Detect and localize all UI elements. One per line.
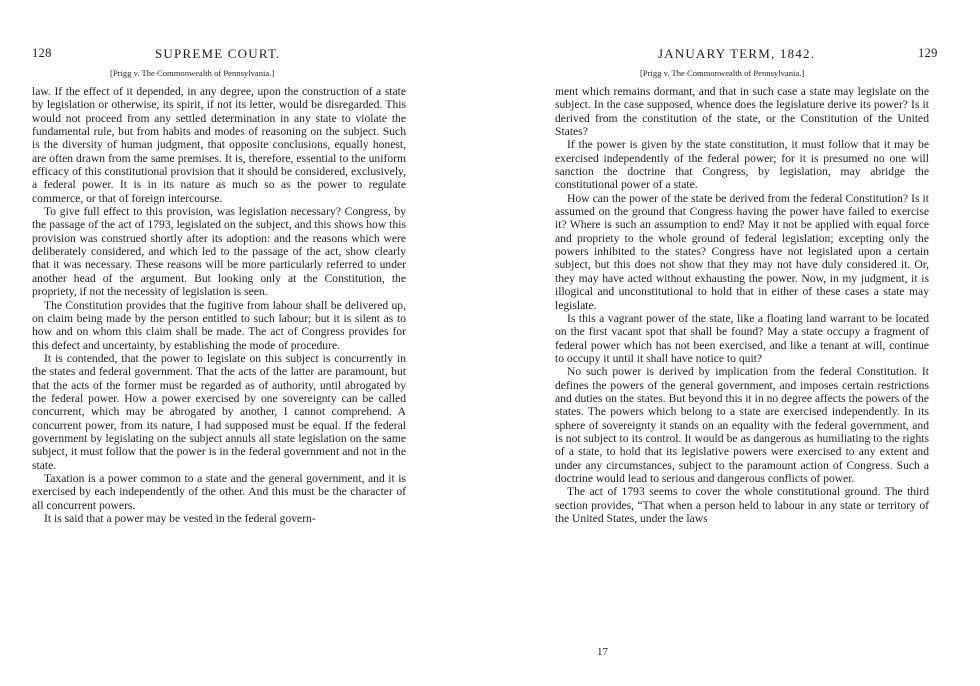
paragraph: The Constitution provides that the fugitive from labour shall be delivered up, on claim being made by the person entitled to such labour; but it is silent as to how and on whom this claim shall be made. The act of Congress provides for this defect and uncertainty, by establishing the mode of procedure. — [32, 298, 406, 352]
right-running-title: JANUARY TERM, 1842. — [658, 46, 816, 61]
right-page-number: 129 — [918, 46, 938, 60]
paragraph: It is contended, that the power to legislate on this subject is concurrently in the states and federal government. That the acts of the latter are paramount, but that the acts of the former must be regarded as of authority, until abrogated by the federal power. How a power exercised by one sovereignty can be called concurrent, which may be abrogated by another, I cannot comprehend. A concurrent power, from its nature, I had supposed must be equal. If the federal government by legislating on the subject annuls all state legislation on the same subject, it must follow that the power is in the federal government and not in the state. — [32, 351, 406, 472]
left-running-title: SUPREME COURT. — [155, 46, 281, 61]
left-text-column — [32, 85, 406, 525]
paragraph: No such power is derived by implication from the federal Constitution. It defines the powers of the general government, and imposes certain restrictions and duties on the states. But beyond this it in no degree affects the powers of the states. The powers which belong to a state are exercised independently. In its sphere of sovereignty it stands on an equality with the federal government, and is not subject to its control. It would be as dangerous as humiliating to the rights of a state, to hold that its legislative powers were exercised to any extent and under any circumstances, subject to the paramount action of Congress. Such a doctrine would lead to serious and dangerous conflicts of power. — [555, 365, 929, 485]
paragraph: Taxation is a power common to a state and the general government, and it is exercised by each independently of the other. And this must be the character of all concurrent powers. — [32, 471, 406, 512]
right-page — [490, 0, 980, 686]
left-page-number: 128 — [32, 46, 52, 60]
right-text-column — [555, 85, 929, 525]
paragraph: law. If the effect of it depended, in any degree, upon the construction of a state by legislation or otherwise, its spirit, if not its letter, would be disregarded. This would not proceed from any settled determination in any state to violate the fundamental rule, but from habits and modes of reasoning on the subject. Such is the diversity of human judgment, that opposite conclusions, equally honest, are often drawn from the same premises. It is, therefore, essential to the uniform efficacy of this constitutional provision that it should be considered, exclusively, a federal power. It is in its nature as much so as the power to regulate commerce, or that of foreign intercourse. — [32, 85, 406, 205]
paragraph: To give full effect to this provision, was legislation necessary? Congress, by the passage of the act of 1793, legislated on the subject, and this shows how this provision was construed shortly after its adoption: and the reasons which were deliberately considered, and which led to the passage of the act, show clearly that it was necessary. These reasons will be more particularly referred to under another head of the argument. But looking only at the Constitution, the propriety, if not the necessity of legislation is seen. — [32, 205, 406, 299]
right-case-caption: [Prigg v. The Commonwealth of Pennsylvania.] — [640, 68, 805, 78]
paragraph: It is said that a power may be vested in the federal govern- — [44, 512, 316, 525]
paragraph: The act of 1793 seems to cover the whole constitutional ground. The third section provides, “That when a person held to labour in any state or territory of the United States, under the laws — [555, 485, 929, 525]
signature-mark: 17 — [597, 646, 608, 658]
left-case-caption: [Prigg v. The Commonwealth of Pennsylvania.] — [110, 68, 275, 78]
paragraph: ment which remains dormant, and that in such case a state may legislate on the subject. In the case supposed, whence does the legislature derive its power? Is it derived from the constitution of the state, or the Constitution of the United States? — [555, 85, 929, 139]
paragraph: How can the power of the state be derived from the federal Constitution? Is it assumed on the ground that Congress having the power have failed to exercise it? Where is such an assumption to end? May it not be applied with equal force and propriety to the whole ground of federal legislation; excepting only the powers inhibited to the states? Congress have not legislated upon a certain subject, but this does not show that they may not have duly considered it. Or, they may have acted without exhausting the power. Now, in my judgment, it is illogical and unconstitutional to hold that in either of these cases a state may legislate. — [555, 191, 929, 312]
paragraph: If the power is given by the state constitution, it must follow that it may be exercised independently of the federal power; for it is presumed no one will sanction the doctrine that Congress, by legislation, may abridge the constitutional power of a state. — [555, 138, 929, 192]
paragraph: Is this a vagrant power of the state, like a floating land warrant to be located on the first vacant spot that shall be found? May a state occupy a fragment of federal power which has not been exercised, and like a tenant at will, continue to occupy it until it shall have notice to quit? — [555, 311, 929, 365]
